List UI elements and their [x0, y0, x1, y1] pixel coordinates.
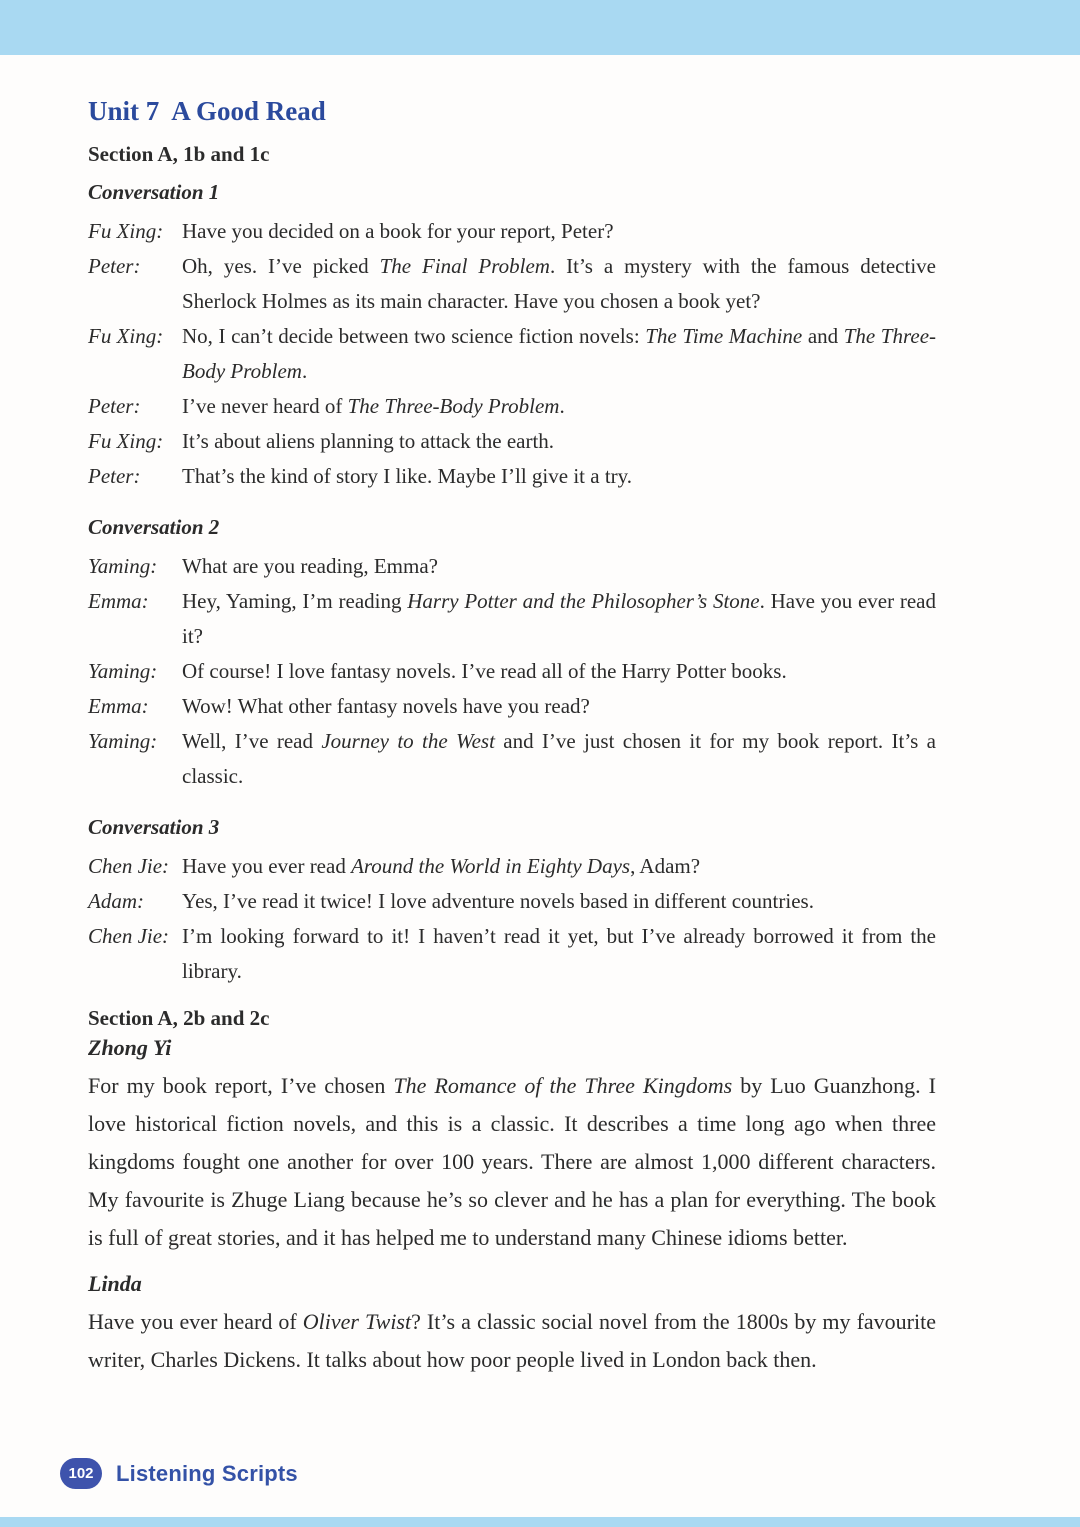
text-run: Oh, yes. I’ve picked — [182, 254, 380, 278]
speaker-name: Emma: — [88, 589, 149, 613]
text-run: Well, I’ve read — [182, 729, 322, 753]
dialogue-text — [182, 549, 936, 584]
conversation-heading: Conversation 1 — [88, 180, 220, 204]
dialogue-text — [182, 584, 936, 654]
dialogue-line — [88, 319, 936, 389]
speaker-name: Yaming: — [88, 659, 158, 683]
speaker-name: Peter: — [88, 464, 141, 488]
monologue — [88, 1035, 936, 1257]
book-title: The Three-Body Problem — [347, 394, 560, 418]
monologue-text — [88, 1067, 936, 1257]
dialogue-line — [88, 654, 936, 689]
conversation-heading: Conversation 3 — [88, 815, 220, 839]
dialogue-line — [88, 459, 936, 494]
book-title: The Time Machine — [645, 324, 803, 348]
monologues-container — [88, 1035, 936, 1379]
text-run: Of course! I love fantasy novels. I’ve read all of the Harry Potter books. — [182, 659, 787, 683]
speaker-name: Peter: — [88, 394, 141, 418]
speaker-name: Fu Xing: — [88, 429, 164, 453]
dialogue-line — [88, 389, 936, 424]
dialogue-line — [88, 849, 936, 884]
speaker-name: Chen Jie: — [88, 924, 170, 948]
text-run: by Luo Guanzhong. I love historical fiction novels, and this is a classic. It describes a time long ago when three kingdoms fought one another for over 100 years. There are almost 1,000 different characters. My favourite is Zhuge Liang because he’s so clever and he has a plan for everything. The book is full of great stories, and it has helped me to understand many Chinese idioms better. — [88, 1073, 937, 1250]
conversations-container — [88, 179, 936, 989]
book-title: Journey to the West — [321, 729, 495, 753]
dialogue-text — [182, 389, 936, 424]
text-run: I’m looking forward to it! I haven’t read it yet, but I’ve already borrowed it from the library. — [182, 924, 936, 983]
section-heading-1b-1c: Section A, 1b and 1c — [88, 142, 270, 166]
text-run: It’s about aliens planning to attack the earth. — [182, 429, 555, 453]
dialogue-text — [182, 654, 936, 689]
text-run: ? It’s a classic social novel from the 1800s by my favourite writer, Charles Dickens. It talks about how poor people lived in London back then. — [88, 1309, 936, 1372]
dialogue-line — [88, 549, 936, 584]
dialogue-text — [182, 249, 936, 319]
text-run: That’s the kind of story I like. Maybe I’ll give it a try. — [182, 464, 633, 488]
text-run: Wow! What other fantasy novels have you read? — [182, 694, 590, 718]
speaker-name: Zhong Yi — [88, 1035, 172, 1060]
dialogue-line — [88, 919, 936, 989]
conversation — [88, 514, 936, 794]
dialogue-line — [88, 214, 936, 249]
book-title: Harry Potter and the Philosopher’s Stone — [407, 589, 760, 613]
text-run: and I’ve just chosen it for my book report. It’s a classic. — [182, 729, 936, 788]
text-run: Have you ever heard of — [88, 1309, 303, 1334]
dialogue-line — [88, 424, 936, 459]
dialogue-line — [88, 249, 936, 319]
text-run: What are you reading, Emma? — [182, 554, 438, 578]
footer-section-title: Listening Scripts — [116, 1460, 298, 1486]
book-title: The Romance of the Three Kingdoms — [393, 1073, 733, 1098]
book-title: Around the World in Eighty Days — [351, 854, 631, 878]
dialogue-line — [88, 584, 936, 654]
book-title: The Final Problem — [379, 254, 550, 278]
text-run: Have you ever read — [182, 854, 352, 878]
dialogue-text — [182, 689, 936, 724]
monologue-text — [88, 1303, 936, 1379]
book-title: Oliver Twist — [302, 1309, 412, 1334]
text-run: and — [802, 324, 844, 348]
text-run: For my book report, I’ve chosen — [88, 1073, 394, 1098]
dialogue-text — [182, 424, 936, 459]
dialogue-text — [182, 919, 936, 989]
dialogue-text — [182, 849, 936, 884]
unit-title: Unit 7 A Good Read — [88, 96, 326, 126]
speaker-name: Linda — [88, 1271, 142, 1296]
text-run: Hey, Yaming, I’m reading — [182, 589, 408, 613]
text-run: . — [301, 359, 308, 383]
conversation — [88, 814, 936, 989]
speaker-name: Yaming: — [88, 554, 158, 578]
dialogue-text — [182, 319, 936, 389]
dialogue-line — [88, 724, 936, 794]
page-number-badge: 102 — [60, 1458, 102, 1489]
monologue — [88, 1271, 936, 1379]
dialogue-line — [88, 689, 936, 724]
speaker-name: Fu Xing: — [88, 324, 164, 348]
text-run: I’ve never heard of — [182, 394, 348, 418]
conversation-heading: Conversation 2 — [88, 515, 220, 539]
speaker-name: Peter: — [88, 254, 141, 278]
section-heading-2b-2c: Section A, 2b and 2c — [88, 1006, 270, 1030]
dialogue-text — [182, 884, 936, 919]
dialogue-text — [182, 459, 936, 494]
speaker-name: Yaming: — [88, 729, 158, 753]
text-run: No, I can’t decide between two science fiction novels: — [182, 324, 646, 348]
book-title: The Three-Body Problem — [182, 324, 937, 383]
text-run: , Adam? — [630, 854, 701, 878]
text-run: . It’s a mystery with the famous detective Sherlock Holmes as its main character. Have you chosen a book yet? — [182, 254, 936, 313]
text-run: Have you decided on a book for your report, Peter? — [182, 219, 614, 243]
text-run: Yes, I’ve read it twice! I love adventure novels based in different countries. — [182, 889, 814, 913]
speaker-name: Chen Jie: — [88, 854, 170, 878]
conversation — [88, 179, 936, 494]
text-run: . Have you ever read it? — [182, 589, 936, 648]
dialogue-line — [88, 884, 936, 919]
page-footer — [60, 1458, 298, 1489]
speaker-name: Adam: — [88, 889, 144, 913]
dialogue-text — [182, 214, 936, 249]
speaker-name: Fu Xing: — [88, 219, 164, 243]
dialogue-text — [182, 724, 936, 794]
bottom-decoration-band — [0, 1517, 1080, 1527]
speaker-name: Emma: — [88, 694, 149, 718]
text-run: . — [559, 394, 565, 418]
